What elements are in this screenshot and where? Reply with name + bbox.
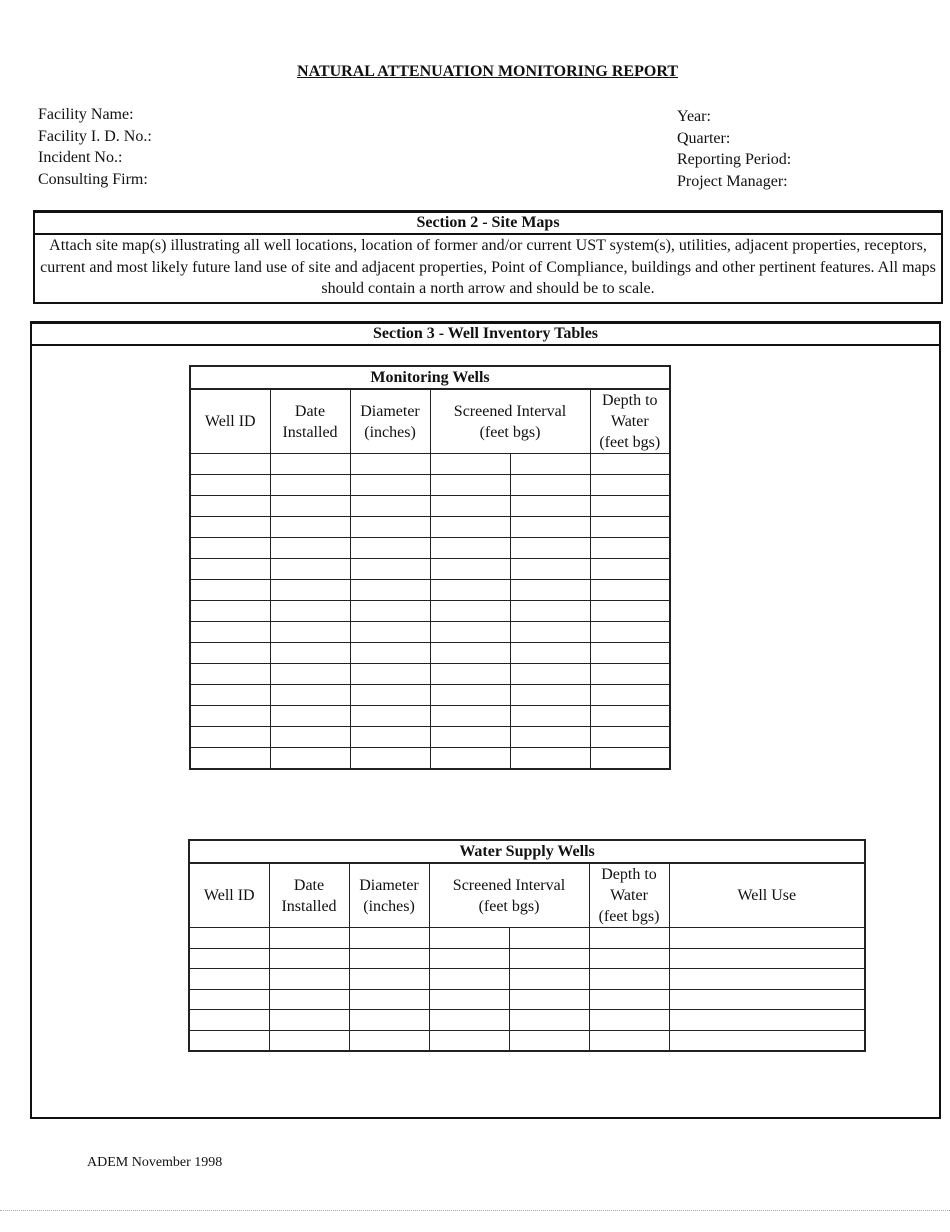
project-manager-label: Project Manager:	[677, 172, 788, 190]
entry-cell[interactable]	[509, 989, 589, 1010]
entry-cell[interactable]	[190, 727, 270, 748]
entry-cell[interactable]	[190, 622, 270, 643]
entry-cell[interactable]	[270, 664, 350, 685]
header-line: Diameter	[360, 402, 420, 420]
entry-cell[interactable]	[269, 969, 349, 990]
entry-cell[interactable]	[270, 454, 350, 475]
header-right-fields	[677, 106, 791, 192]
entry-cell[interactable]	[589, 1030, 669, 1051]
entry-cell[interactable]	[509, 1010, 589, 1031]
entry-cell[interactable]	[589, 969, 669, 990]
entry-cell[interactable]	[350, 706, 430, 727]
entry-cell[interactable]	[350, 454, 430, 475]
entry-cell[interactable]	[430, 475, 510, 496]
header-line: (feet bgs)	[479, 423, 541, 441]
header-line: Diameter	[359, 876, 419, 894]
entry-cell[interactable]	[190, 559, 270, 580]
entry-cell[interactable]	[190, 643, 270, 664]
entry-cell[interactable]	[270, 706, 350, 727]
entry-cell[interactable]	[190, 475, 270, 496]
entry-cell[interactable]	[190, 664, 270, 685]
entry-cell[interactable]	[270, 601, 350, 622]
entry-cell[interactable]	[270, 643, 350, 664]
header-line: (feet bgs)	[599, 434, 661, 451]
entry-cell[interactable]	[590, 454, 670, 475]
table-row	[190, 454, 670, 475]
entry-cell[interactable]	[430, 538, 510, 559]
water-supply-wells-body	[189, 928, 865, 1052]
entry-cell[interactable]	[430, 748, 510, 770]
entry-cell[interactable]	[350, 496, 430, 517]
entry-cell[interactable]	[430, 622, 510, 643]
entry-cell[interactable]	[350, 601, 430, 622]
entry-cell[interactable]	[270, 559, 350, 580]
facility-name-label: Facility Name:	[38, 106, 134, 123]
entry-cell[interactable]	[429, 928, 509, 949]
entry-cell[interactable]	[349, 948, 429, 969]
entry-cell[interactable]	[510, 454, 590, 475]
entry-cell[interactable]	[510, 643, 590, 664]
table-row	[190, 685, 670, 706]
entry-cell[interactable]	[669, 969, 865, 990]
monitoring-wells-table	[189, 365, 671, 770]
entry-cell[interactable]	[350, 538, 430, 559]
entry-cell[interactable]	[510, 517, 590, 538]
header-line: Water	[610, 887, 648, 904]
entry-cell[interactable]	[430, 685, 510, 706]
table-row	[190, 601, 670, 622]
header-line: Water	[610, 413, 649, 430]
col-depth-to-water	[590, 389, 670, 454]
entry-cell[interactable]	[350, 643, 430, 664]
entry-cell[interactable]	[590, 517, 670, 538]
entry-cell[interactable]	[190, 496, 270, 517]
entry-cell[interactable]	[269, 928, 349, 949]
entry-cell[interactable]	[430, 454, 510, 475]
entry-cell[interactable]	[590, 601, 670, 622]
header-line: Installed	[282, 423, 338, 441]
entry-cell[interactable]	[590, 643, 670, 664]
table-row	[189, 989, 865, 1010]
entry-cell[interactable]	[189, 948, 269, 969]
entry-cell[interactable]	[590, 664, 670, 685]
entry-cell[interactable]	[190, 517, 270, 538]
entry-cell[interactable]	[350, 748, 430, 770]
entry-cell[interactable]	[510, 727, 590, 748]
water-supply-wells-caption: Water Supply Wells	[189, 840, 865, 863]
table-row	[190, 580, 670, 601]
entry-cell[interactable]	[270, 475, 350, 496]
entry-cell[interactable]	[350, 517, 430, 538]
entry-cell[interactable]	[190, 538, 270, 559]
entry-cell[interactable]	[590, 580, 670, 601]
entry-cell[interactable]	[269, 948, 349, 969]
entry-cell[interactable]	[510, 580, 590, 601]
entry-cell[interactable]	[189, 989, 269, 1010]
footer-note: ADEM November 1998	[87, 1155, 223, 1170]
year-label: Year:	[677, 108, 711, 125]
entry-cell[interactable]	[190, 601, 270, 622]
header-line: Installed	[281, 897, 337, 915]
header-line: (inches)	[363, 897, 415, 915]
col-date-installed	[269, 863, 349, 928]
entry-cell[interactable]	[190, 580, 270, 601]
entry-cell[interactable]	[590, 475, 670, 496]
entry-cell[interactable]	[510, 685, 590, 706]
col-screened-interval	[430, 389, 590, 454]
entry-cell[interactable]	[430, 643, 510, 664]
entry-cell[interactable]	[189, 928, 269, 949]
reporting-period-label: Reporting Period:	[677, 151, 792, 168]
header-line: Date	[294, 402, 326, 420]
entry-cell[interactable]	[269, 989, 349, 1010]
col-well-use: Well Use	[669, 863, 865, 928]
header-line: (feet bgs)	[478, 897, 540, 915]
col-screened-interval	[429, 863, 589, 928]
entry-cell[interactable]	[350, 622, 430, 643]
entry-cell[interactable]	[510, 748, 590, 770]
table-row	[190, 538, 670, 559]
page-title: NATURAL ATTENUATION MONITORING REPORT	[297, 63, 678, 80]
entry-cell[interactable]	[350, 580, 430, 601]
table-row	[190, 727, 670, 748]
entry-cell[interactable]	[590, 748, 670, 770]
entry-cell[interactable]	[590, 685, 670, 706]
entry-cell[interactable]	[189, 969, 269, 990]
table-row	[190, 748, 670, 770]
table-row	[190, 475, 670, 496]
entry-cell[interactable]	[669, 948, 865, 969]
entry-cell[interactable]	[430, 559, 510, 580]
entry-cell[interactable]	[270, 496, 350, 517]
entry-cell[interactable]	[349, 1030, 429, 1051]
table-row	[190, 706, 670, 727]
water-supply-wells-table	[188, 839, 866, 1052]
entry-cell[interactable]	[509, 928, 589, 949]
section-2-instructions: Attach site map(s) illustrating all well locations, location of former and/or current UST system(s), utilities, adjacent properties, receptors, current and most likely future land use of site and adjacent properties, Point of Compliance, buildings and other pertinent features. All maps should contain a north arrow and should be to scale.	[40, 237, 936, 297]
monitoring-wells-body	[190, 454, 670, 770]
entry-cell[interactable]	[509, 969, 589, 990]
header-left-fields	[38, 104, 152, 190]
header-line: Depth to	[602, 392, 658, 409]
col-diameter	[350, 389, 430, 454]
entry-cell[interactable]	[350, 727, 430, 748]
entry-cell[interactable]	[590, 496, 670, 517]
entry-cell[interactable]	[349, 989, 429, 1010]
entry-cell[interactable]	[269, 1030, 349, 1051]
entry-cell[interactable]	[510, 559, 590, 580]
entry-cell[interactable]	[430, 517, 510, 538]
entry-cell[interactable]	[589, 1010, 669, 1031]
header-line: Date	[293, 876, 325, 894]
entry-cell[interactable]	[350, 685, 430, 706]
entry-cell[interactable]	[590, 538, 670, 559]
entry-cell[interactable]	[590, 622, 670, 643]
header-line: (feet bgs)	[598, 908, 660, 925]
entry-cell[interactable]	[189, 1030, 269, 1051]
entry-cell[interactable]	[510, 622, 590, 643]
entry-cell[interactable]	[190, 748, 270, 770]
table-row	[190, 496, 670, 517]
entry-cell[interactable]	[429, 1010, 509, 1031]
entry-cell[interactable]	[509, 948, 589, 969]
entry-cell[interactable]	[190, 685, 270, 706]
entry-cell[interactable]	[429, 1030, 509, 1051]
table-row	[189, 969, 865, 990]
entry-cell[interactable]	[669, 1010, 865, 1031]
col-depth-to-water	[589, 863, 669, 928]
col-well-id: Well ID	[189, 863, 269, 928]
quarter-label: Quarter:	[677, 129, 731, 147]
entry-cell[interactable]	[270, 517, 350, 538]
entry-cell[interactable]	[590, 559, 670, 580]
entry-cell[interactable]	[510, 475, 590, 496]
entry-cell[interactable]	[270, 580, 350, 601]
header-line: Screened Interval	[452, 876, 566, 894]
table-row	[190, 643, 670, 664]
entry-cell[interactable]	[669, 928, 865, 949]
entry-cell[interactable]	[350, 475, 430, 496]
entry-cell[interactable]	[430, 580, 510, 601]
entry-cell[interactable]	[430, 496, 510, 517]
entry-cell[interactable]	[510, 496, 590, 517]
table-row	[189, 1010, 865, 1031]
entry-cell[interactable]	[430, 727, 510, 748]
entry-cell[interactable]	[510, 601, 590, 622]
entry-cell[interactable]	[669, 1030, 865, 1051]
entry-cell[interactable]	[589, 928, 669, 949]
facility-id-label: Facility I. D. No.:	[38, 127, 152, 145]
entry-cell[interactable]	[510, 664, 590, 685]
entry-cell[interactable]	[430, 664, 510, 685]
table-row	[190, 622, 670, 643]
entry-cell[interactable]	[350, 559, 430, 580]
incident-no-label: Incident No.:	[38, 149, 123, 166]
entry-cell[interactable]	[669, 989, 865, 1010]
monitoring-wells-caption: Monitoring Wells	[190, 366, 670, 389]
table-row	[190, 664, 670, 685]
entry-cell[interactable]	[510, 538, 590, 559]
table-row	[189, 1030, 865, 1051]
entry-cell[interactable]	[269, 1010, 349, 1031]
entry-cell[interactable]	[589, 989, 669, 1010]
header-line: Screened Interval	[453, 402, 567, 420]
entry-cell[interactable]	[349, 928, 429, 949]
entry-cell[interactable]	[349, 969, 429, 990]
entry-cell[interactable]	[189, 1010, 269, 1031]
entry-cell[interactable]	[430, 601, 510, 622]
col-date-installed	[270, 389, 350, 454]
entry-cell[interactable]	[270, 685, 350, 706]
section-3-heading: Section 3 - Well Inventory Tables	[32, 324, 939, 346]
entry-cell[interactable]	[429, 969, 509, 990]
table-row	[190, 559, 670, 580]
consulting-firm-label: Consulting Firm:	[38, 170, 148, 188]
section-2-heading: Section 2 - Site Maps	[35, 213, 941, 235]
entry-cell[interactable]	[430, 706, 510, 727]
entry-cell[interactable]	[270, 622, 350, 643]
section-2-site-maps	[33, 210, 943, 304]
scan-artifact-line	[0, 1210, 950, 1212]
entry-cell[interactable]	[270, 727, 350, 748]
header-line: (inches)	[364, 423, 416, 441]
table-row	[190, 517, 670, 538]
entry-cell[interactable]	[510, 706, 590, 727]
entry-cell[interactable]	[270, 748, 350, 770]
entry-cell[interactable]	[590, 706, 670, 727]
entry-cell[interactable]	[429, 948, 509, 969]
entry-cell[interactable]	[270, 538, 350, 559]
table-row	[189, 948, 865, 969]
table-row	[189, 928, 865, 949]
entry-cell[interactable]	[190, 454, 270, 475]
entry-cell[interactable]	[429, 989, 509, 1010]
entry-cell[interactable]	[350, 664, 430, 685]
header-line: Depth to	[601, 866, 657, 883]
entry-cell[interactable]	[190, 706, 270, 727]
entry-cell[interactable]	[349, 1010, 429, 1031]
col-diameter	[349, 863, 429, 928]
entry-cell[interactable]	[589, 948, 669, 969]
entry-cell[interactable]	[509, 1030, 589, 1051]
entry-cell[interactable]	[590, 727, 670, 748]
col-well-id: Well ID	[190, 389, 270, 454]
